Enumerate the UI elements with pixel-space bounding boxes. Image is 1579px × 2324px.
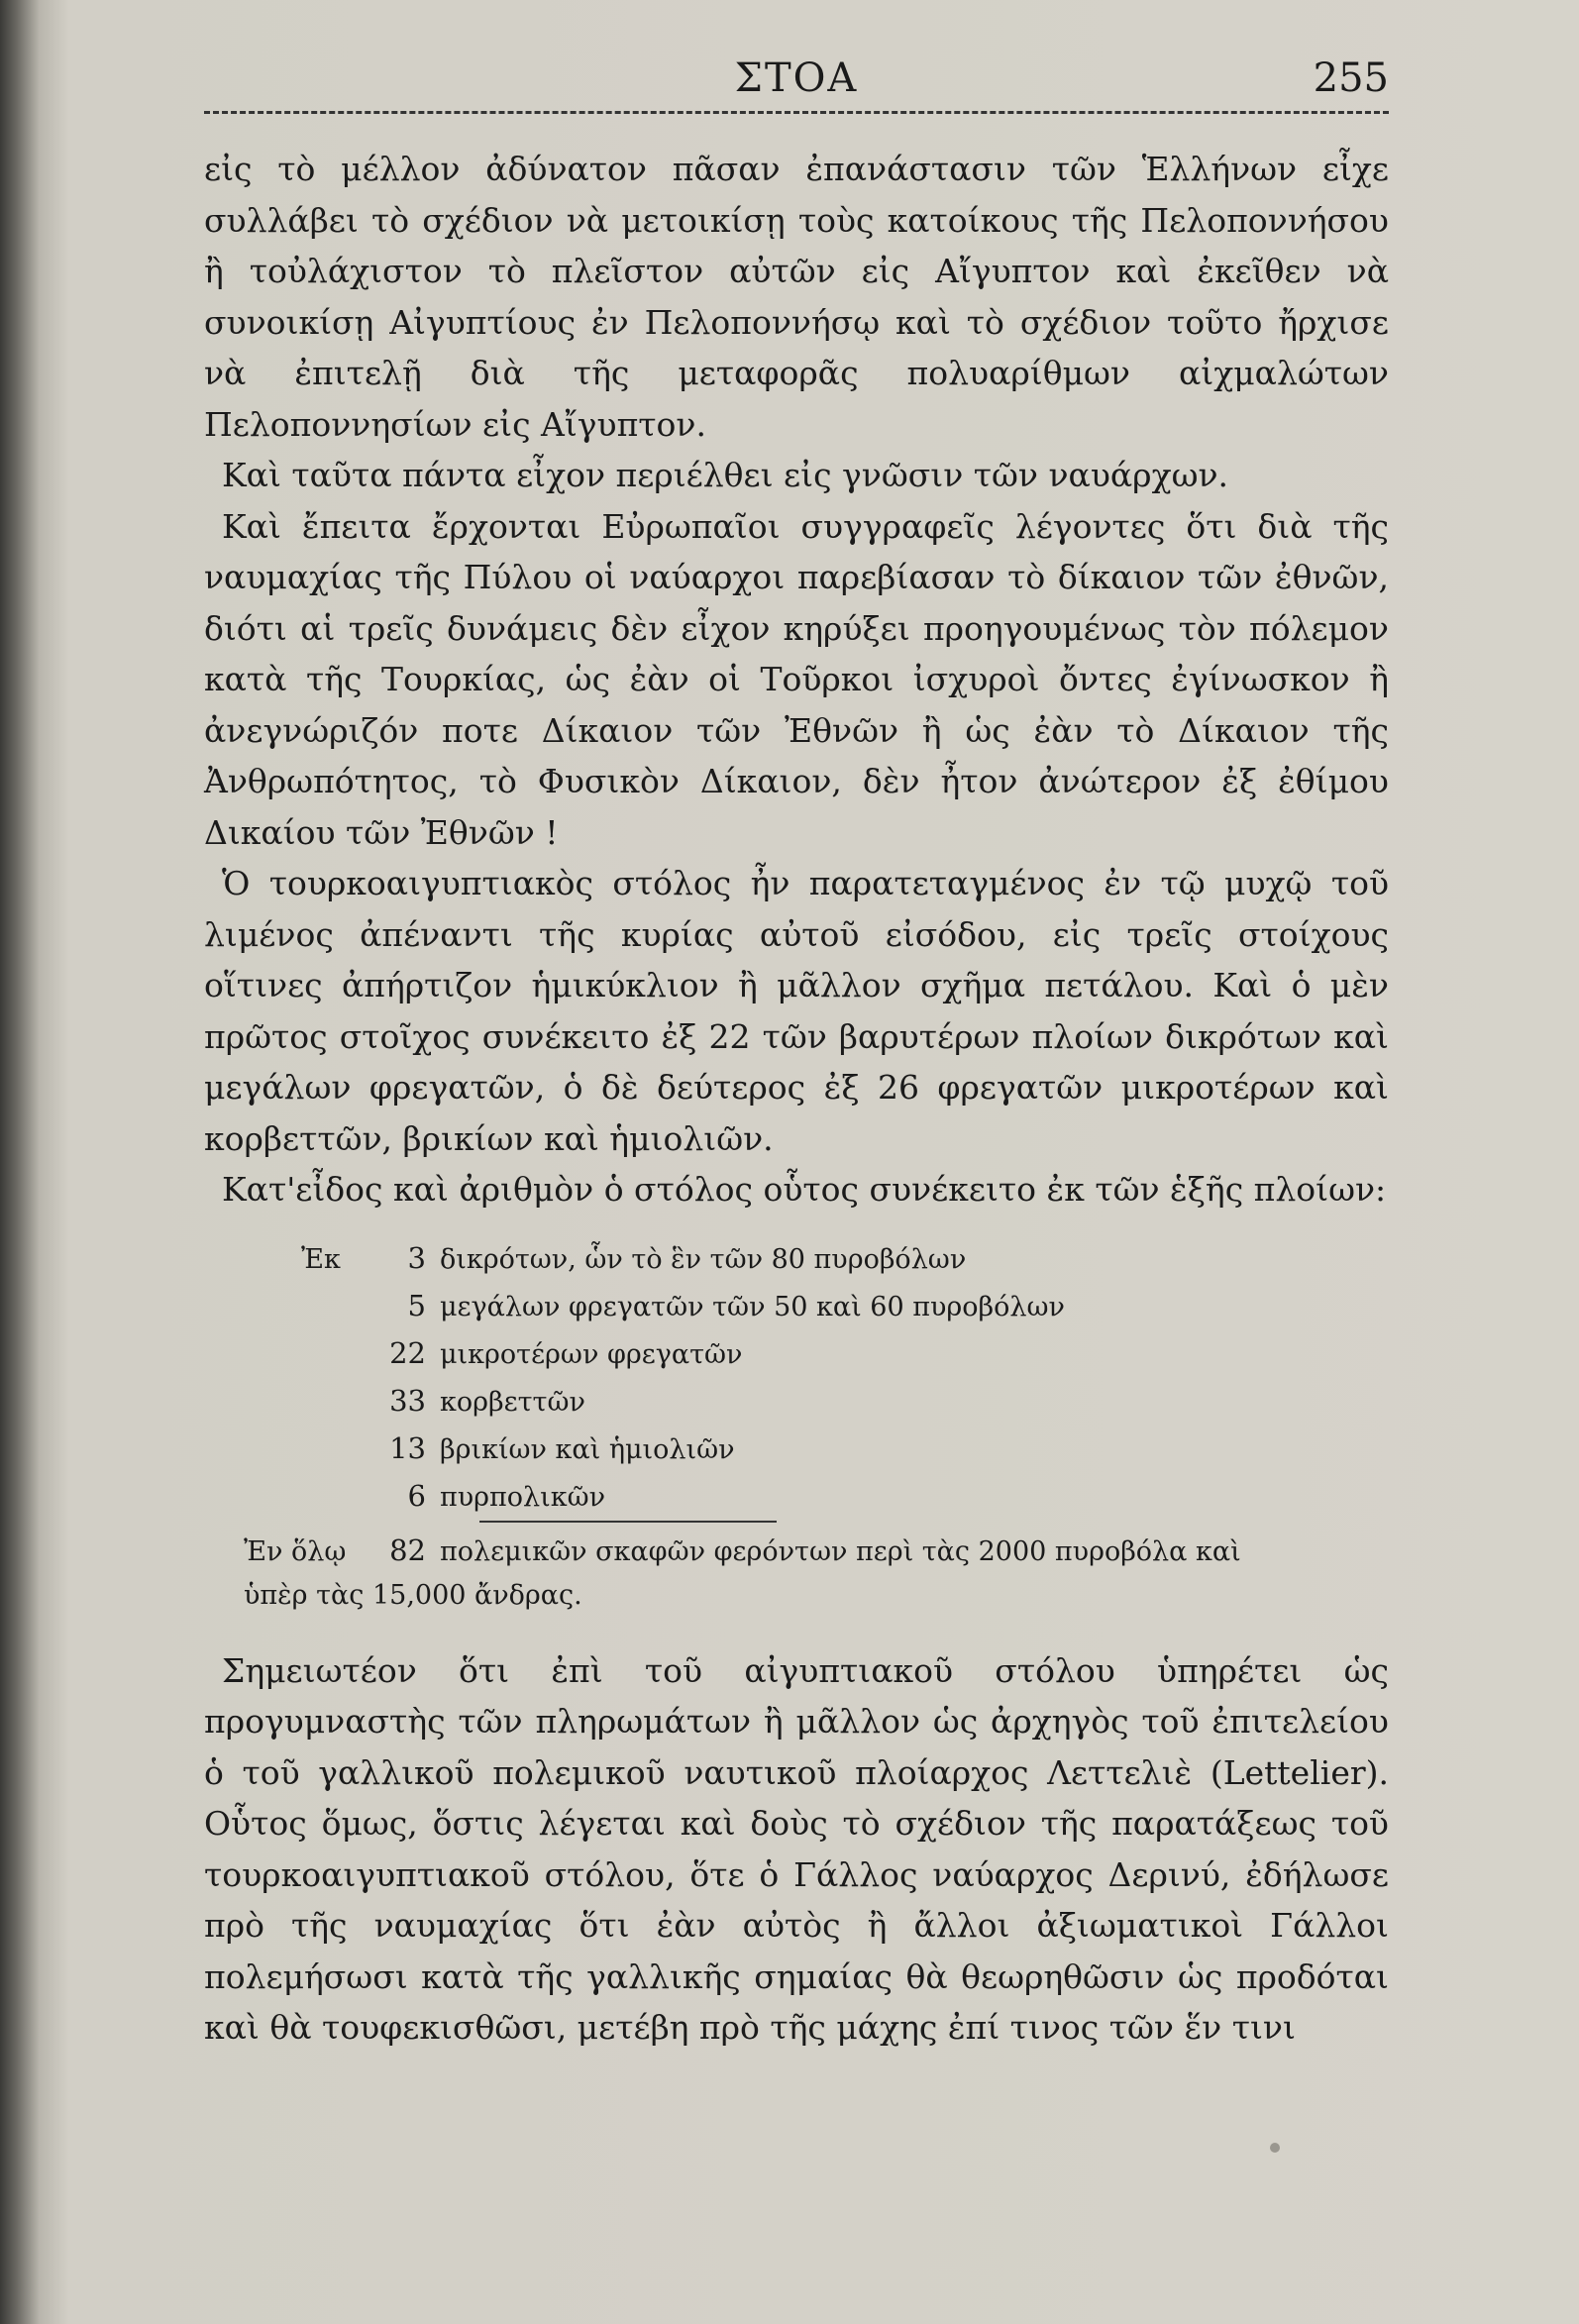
- header-rule: [204, 111, 1389, 114]
- fleet-description: μικροτέρων φρεγατῶν: [440, 1338, 743, 1370]
- fleet-row: [301, 1330, 1389, 1378]
- fleet-lead: Ἐκ: [301, 1243, 341, 1275]
- fleet-count: 5: [407, 1288, 426, 1322]
- paragraph-5: Κατ'εἶδος καὶ ἀριθμὸν ὁ στόλος οὗτος συνέκειτο ἐκ τῶν ἑξῆς πλοίων:: [222, 1170, 1387, 1209]
- page-header: [204, 50, 1389, 111]
- fleet-row: [301, 1473, 1389, 1521]
- page-content: [204, 50, 1389, 2054]
- fleet-row: [301, 1235, 1389, 1283]
- fleet-row: [301, 1283, 1389, 1330]
- page-number: 255: [1313, 55, 1389, 101]
- fleet-total-count: 82: [389, 1532, 426, 1567]
- fleet-count: 6: [407, 1478, 426, 1513]
- closing-paragraph: Σημειωτέον ὅτι ἐπὶ τοῦ αἰγυπτιακοῦ στόλου ὑπηρέτει ὡς προγυμναστὴς τῶν πληρωμάτων ἢ μᾶλλον ὡς ἀρχηγὸς τοῦ ἐπιτελείου ὁ τοῦ γαλλικοῦ πολεμικοῦ ναυτικοῦ πλοίαρχος Λεττελιὲ (Lettelier). Οὗτος ὅμως, ὅστις λέγεται καὶ δοὺς τὸ σχέδιον τῆς παρατάξεως τοῦ τουρκοαιγυπτιακοῦ στόλου, ὅτε ὁ Γάλλος ναύαρχος Δερινύ, ἐδήλωσε πρὸ τῆς ναυμαχίας ὅτι ἐὰν αὐτὸς ἢ ἄλλοι ἀξιωματικοὶ Γάλλοι πολεμήσωσι κατὰ τῆς γαλλικῆς σημαίας θὰ θεωρηθῶσιν ὡς προδόται καὶ θὰ τουφεκισθῶσι, μετέβη πρὸ τῆς μάχης ἐπί τινος τῶν ἕν τινι: [204, 1650, 1389, 2047]
- paragraph-4: Ὁ τουρκοαιγυπτιακὸς στόλος ἦν παρατεταγμένος ἐν τῷ μυχῷ τοῦ λιμένος ἀπέναντι τῆς κυρίας αὐτοῦ εἰσόδου, εἰς τρεῖς στοίχους οἵτινες ἀπήρτιζον ἡμικύκλιον ἢ μᾶλλον σχῆμα πετάλου. Καὶ ὁ μὲν πρῶτος στοῖχος συνέκειτο ἐξ 22 τῶν βαρυτέρων πλοίων δικρότων καὶ μεγάλων φρεγατῶν, ὁ δὲ δεύτερος ἐξ 26 φρεγατῶν μικροτέρων καὶ κορβεττῶν, βρικίων καὶ ἡμιολιῶν.: [204, 864, 1389, 1158]
- fleet-row: [301, 1378, 1389, 1426]
- ink-speck: [1270, 2143, 1280, 2153]
- fleet-table: [301, 1235, 1389, 1523]
- fleet-total-lead: Ἐν ὅλῳ: [244, 1535, 347, 1567]
- fleet-description: βρικίων καὶ ἡμιολιῶν: [440, 1433, 735, 1465]
- fleet-total-description: πολεμικῶν σκαφῶν φερόντων περὶ τὰς 2000 πυροβόλα καὶ: [440, 1535, 1241, 1567]
- paragraph-2: Καὶ ταῦτα πάντα εἶχον περιέλθει εἰς γνῶσιν τῶν ναυάρχων.: [222, 456, 1229, 494]
- fleet-description: μεγάλων φρεγατῶν τῶν 50 καὶ 60 πυροβόλων: [440, 1291, 1065, 1322]
- fleet-description: δικρότων, ὧν τὸ ἓν τῶν 80 πυροβόλων: [440, 1243, 967, 1275]
- paragraph-3: Καὶ ἔπειτα ἔρχονται Εὐρωπαῖοι συγγραφεῖς λέγοντες ὅτι διὰ τῆς ναυμαχίας τῆς Πύλου οἱ ναύαρχοι παρεβίασαν τὸ δίκαιον τῶν ἐθνῶν, διότι αἱ τρεῖς δυνάμεις δὲν εἶχον κηρύξει προηγουμένως τὸν πόλεμον κατὰ τῆς Τουρκίας, ὡς ἐὰν οἱ Τοῦρκοι ἰσχυροὶ ὄντες ἐγίνωσκον ἢ ἀνεγνώριζόν ποτε Δίκαιον τῶν Ἐθνῶν ἢ ὡς ἐὰν τὸ Δίκαιον τῆς Ἀνθρωπότητος, τὸ Φυσικὸν Δίκαιον, δὲν ἦτον ἀνώτερον ἐξ ἐθίμου Δικαίου τῶν Ἐθνῶν !: [204, 506, 1389, 852]
- fleet-count: 3: [407, 1240, 426, 1275]
- fleet-description: κορβεττῶν: [440, 1386, 585, 1418]
- paragraph-1: εἰς τὸ μέλλον ἀδύνατον πᾶσαν ἐπανάστασιν τῶν Ἑλλήνων εἶχε συλλάβει τὸ σχέδιον νὰ μετοικίσῃ τοὺς κατοίκους τῆς Πελοποννήσου ἢ τοὐλάχιστον τὸ πλεῖστον αὐτῶν εἰς Αἴγυπτον καὶ ἐκεῖθεν νὰ συνοικίσῃ Αἰγυπτίους ἐν Πελοποννήσῳ καὶ τὸ σχέδιον τοῦτο ἤρχισε νὰ ἐπιτελῇ διὰ τῆς μεταφορᾶς πολυαρίθμων αἰχμαλώτων Πελοποννησίων εἰς Αἴγυπτον.: [204, 150, 1389, 444]
- running-title: ΣΤΟΑ: [734, 55, 859, 101]
- fleet-count: 13: [389, 1430, 426, 1465]
- fleet-row: [301, 1426, 1389, 1473]
- sum-rule: [479, 1521, 777, 1523]
- fleet-total-row: [244, 1529, 1389, 1574]
- fleet-total-tail: ὑπὲρ τὰς 15,000 ἄνδρας.: [244, 1579, 582, 1611]
- fleet-count: 22: [389, 1335, 426, 1370]
- fleet-count: 33: [389, 1383, 426, 1418]
- fleet-description: πυρπολικῶν: [440, 1481, 606, 1513]
